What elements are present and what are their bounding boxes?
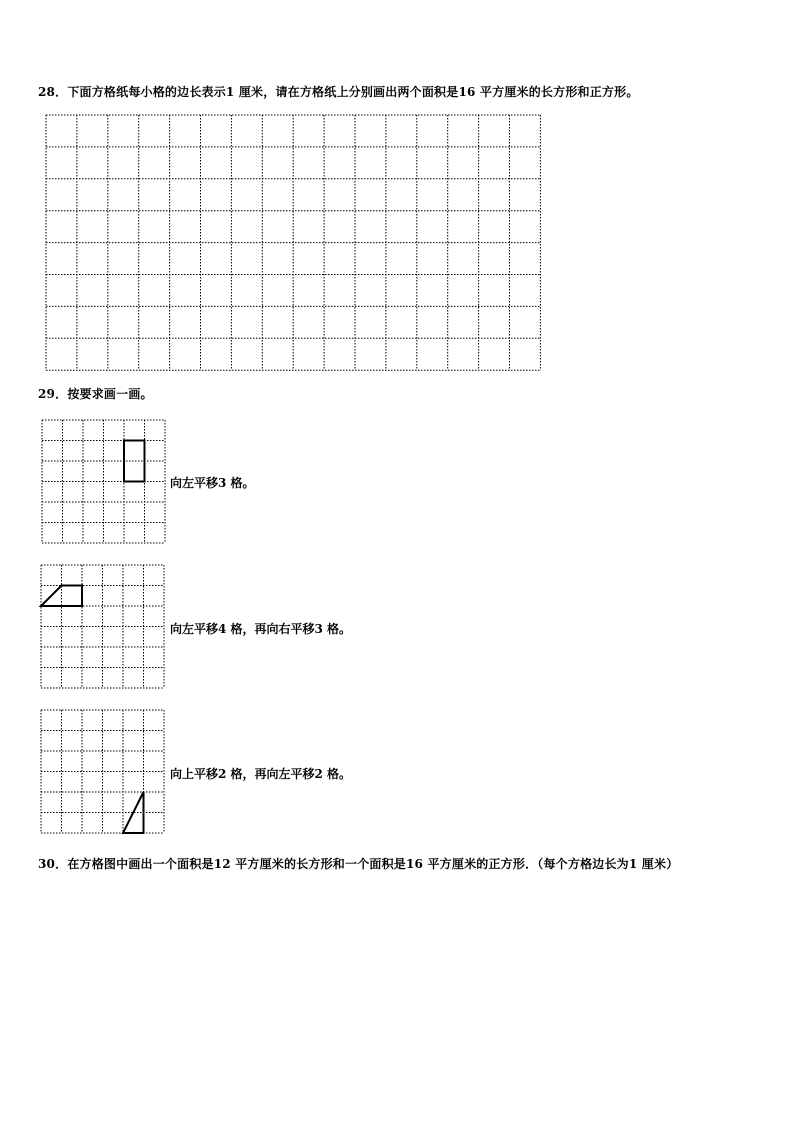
q29-task1-grid[interactable] — [42, 420, 165, 543]
question-28 — [38, 83, 639, 100]
q28-grid-paper[interactable] — [46, 115, 541, 371]
q29-task3-instruction: 向上平移2 格，再向左平移2 格。 — [170, 767, 352, 781]
q29-task1-instruction: 向左平移3 格。 — [170, 476, 255, 490]
q29-task3-grid[interactable] — [41, 710, 164, 833]
q29-task2-grid[interactable] — [41, 565, 164, 688]
question-29 — [38, 385, 153, 402]
q29-task2-instruction: 向左平移4 格，再向右平移3 格。 — [170, 622, 352, 636]
question-28-text: 下面方格纸每小格的边长表示1 厘米，请在方格纸上分别画出两个面积是16 平方厘米的长方形和正方形。 — [67, 85, 639, 99]
question-29-number: 29． — [38, 387, 68, 401]
question-29-text: 按要求画一画。 — [67, 387, 153, 401]
question-28-number: 28． — [38, 85, 68, 99]
question-30-number: 30． — [38, 857, 68, 871]
question-30-text: 在方格图中画出一个面积是12 平方厘米的长方形和一个面积是16 平方厘米的正方形．（每个方格边长为1 厘米） — [67, 857, 679, 871]
question-30 — [38, 855, 678, 872]
